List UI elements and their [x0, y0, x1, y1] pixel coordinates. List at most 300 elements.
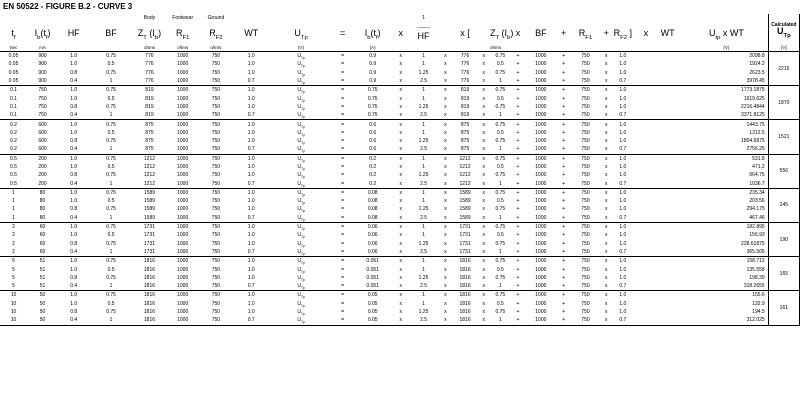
cell-rf1b: 1000 — [535, 224, 547, 231]
header-rf1: $R_{F1}$ — [176, 28, 190, 41]
cell-wt: 1.0 — [247, 95, 255, 102]
cell-utp-wt: 1443.75 — [746, 121, 765, 128]
cell-plus: + — [562, 87, 566, 94]
cell-rf2b: 750 — [571, 316, 600, 325]
table-row — [0, 154, 800, 163]
cell-wt2: 0.7 — [612, 111, 633, 120]
cell-rf2b: 750 — [581, 198, 590, 205]
header-plus2: + — [603, 28, 609, 38]
cell-ib: 200 — [27, 179, 58, 188]
cell-plus: + — [562, 164, 566, 170]
cell-plus: + — [562, 240, 566, 247]
cell-rf1b: 1000 — [525, 248, 556, 257]
cell-bf2: 1 — [490, 145, 511, 154]
cell-hf: 0.4 — [58, 111, 89, 120]
cell-x: x — [604, 300, 608, 307]
cell-wt2: 1.0 — [619, 138, 627, 145]
cell-rf1b: 1000 — [535, 189, 547, 196]
cell-plus: + — [516, 53, 520, 60]
cell-bf2: 0.75 — [495, 87, 506, 94]
cell-bf: 0.5 — [107, 232, 115, 239]
cell-plus: + — [516, 164, 520, 170]
cell-ib-a: 0.75 — [353, 111, 392, 120]
cell-bf: 0.75 — [106, 87, 116, 94]
cell-hf-inv: 1 — [422, 164, 425, 170]
cell-bf: 1 — [89, 179, 133, 188]
cell-spacer — [633, 129, 685, 137]
formula-one: 1 — [422, 15, 425, 21]
cell-utp-label: $U_{Tp}$ — [297, 274, 305, 282]
table-row — [0, 103, 800, 111]
cell-x: x — [604, 129, 608, 136]
cell-utp-label: $U_{Tp}$ — [297, 164, 305, 171]
cell-rf2b: 750 — [581, 121, 590, 128]
cell-x: x — [444, 121, 447, 128]
cell-plus: + — [511, 282, 526, 291]
cell-ib: 51 — [39, 258, 46, 265]
cell-x: x — [482, 309, 485, 316]
table-row — [0, 120, 800, 129]
cell-bf2: 0.5 — [496, 95, 504, 102]
cell-rf1: 1000 — [177, 121, 189, 128]
cell-hf-inv: 1.25 — [418, 206, 429, 213]
cell-x: x — [604, 309, 608, 316]
cell-x: x — [482, 164, 485, 170]
cell-z2: 1816 — [459, 266, 471, 273]
cell-spacer — [633, 60, 685, 68]
cell-hf-inv: 1.25 — [418, 103, 429, 110]
cell-plus: + — [556, 214, 571, 223]
cell-x: x — [600, 316, 612, 325]
cell-wt: 0.7 — [233, 145, 270, 154]
label-body: Body — [143, 15, 156, 21]
cell-plus: + — [516, 258, 520, 265]
cell-bf: 0.5 — [107, 164, 115, 170]
cell-wt2: 1.0 — [619, 121, 627, 128]
cell-ib: 900 — [38, 61, 47, 68]
cell-rf2b: 750 — [571, 77, 600, 86]
cell-plus: + — [562, 292, 566, 299]
cell-bf2: 0.75 — [495, 155, 506, 162]
cell-plus: + — [556, 77, 571, 86]
cell-x: x — [399, 198, 402, 205]
cell-hf: 1.0 — [70, 224, 78, 231]
cell-rf2: 750 — [211, 300, 221, 307]
cell-x: x — [604, 198, 608, 205]
cell-rf1b: 1000 — [535, 206, 547, 213]
cell-spacer — [633, 231, 685, 239]
cell-hf-inv: 2.5 — [409, 316, 438, 325]
cell-x: x — [392, 282, 409, 291]
cell-hf: 0.4 — [58, 248, 89, 257]
cell-tf: 0.05 — [0, 77, 27, 86]
header-row-top — [0, 14, 800, 22]
cell-utp-label: $U_{Tp}$ — [297, 155, 305, 163]
cell-ib: 200 — [38, 172, 47, 179]
cell-x: x — [478, 179, 490, 188]
cell-wt2: 1.0 — [619, 300, 627, 307]
cell-plus: + — [562, 224, 566, 231]
cell-zt: 1212 — [133, 179, 166, 188]
cell-plus: + — [516, 121, 520, 128]
header-bf: BF — [105, 28, 117, 38]
table-row — [0, 231, 800, 239]
cell-calculated-utp: 2216 — [768, 52, 799, 86]
table-row — [0, 52, 800, 61]
cell-x: x — [604, 103, 608, 110]
cell-z2: 1816 — [459, 300, 471, 307]
cell-eq: = — [341, 61, 345, 68]
cell-x: x — [399, 232, 402, 239]
cell-plus: + — [556, 145, 571, 154]
cell-rf2: 750 — [211, 274, 221, 281]
cell-bf: 0.75 — [106, 206, 116, 213]
cell-ib-a: 0.2 — [369, 164, 377, 170]
cell-ib: 600 — [38, 121, 47, 128]
cell-wt: 1.0 — [247, 172, 255, 179]
cell-hf: 1.0 — [70, 53, 78, 60]
cell-zt: 776 — [145, 69, 154, 76]
cell-rf1: 1000 — [166, 316, 199, 325]
cell-ib-a: 0.75 — [367, 103, 378, 110]
cell-x: x — [438, 145, 453, 154]
cell-rf1b: 1000 — [535, 138, 547, 145]
cell-utp-label: $U_{Tp}$ — [297, 309, 305, 317]
cell-ib: 200 — [38, 164, 47, 170]
cell-z2: 1731 — [459, 232, 471, 239]
cell-bf2: 0.75 — [495, 309, 506, 316]
cell-wt: 0.7 — [233, 179, 270, 188]
cell-plus: + — [516, 155, 520, 162]
table-row — [0, 240, 800, 248]
cell-rf2b: 750 — [581, 274, 590, 281]
cell-spacer — [633, 145, 685, 154]
cell-ib: 750 — [27, 111, 58, 120]
cell-tf: 1 — [12, 206, 15, 213]
cell-bf2: 0.5 — [496, 164, 504, 170]
cell-plus: + — [562, 61, 566, 68]
cell-x: x — [604, 53, 608, 60]
cell-rf1: 1000 — [177, 103, 189, 110]
cell-plus: + — [562, 206, 566, 213]
cell-z2: 1816 — [453, 282, 478, 291]
cell-wt: 1.0 — [247, 292, 255, 299]
cell-wt: 1.0 — [247, 121, 255, 128]
cell-calculated-utp: 190 — [768, 222, 799, 256]
cell-x: x — [604, 274, 608, 281]
cell-rf2b: 750 — [581, 258, 590, 265]
cell-eq: = — [341, 266, 345, 273]
cell-plus: + — [516, 95, 520, 102]
cell-tf: 0.5 — [10, 155, 17, 162]
cell-rf2: 750 — [211, 103, 221, 110]
cell-plus: + — [516, 129, 520, 136]
table-row — [0, 137, 800, 145]
cell-hf: 1.0 — [70, 232, 78, 239]
cell-wt: 0.7 — [233, 111, 270, 120]
cell-z2: 776 — [460, 61, 470, 68]
cell-zt: 1816 — [133, 282, 166, 291]
cell-rf1: 1000 — [166, 214, 199, 223]
cell-hf: 0.8 — [70, 309, 78, 316]
cell-calculated-utp: 245 — [768, 188, 799, 222]
cell-bf2: 0.75 — [495, 121, 506, 128]
cell-x: x — [604, 138, 608, 145]
cell-rf1b: 1000 — [535, 309, 547, 316]
cell-wt2: 1.0 — [619, 164, 627, 170]
cell-x: x — [399, 53, 402, 60]
header-row-formula — [0, 22, 800, 44]
table-row — [0, 60, 800, 68]
cell-tf: 5 — [12, 274, 15, 281]
cell-rf1b: 1000 — [535, 129, 547, 136]
cell-rf2b: 750 — [581, 164, 590, 170]
table-row — [0, 145, 800, 154]
cell-utp-label: $U_{Tp}$ — [297, 103, 305, 111]
cell-hf-inv: 2.5 — [409, 248, 438, 257]
cell-tf: 1 — [0, 214, 27, 223]
cell-eq: = — [341, 138, 345, 145]
cell-ib: 50 — [39, 300, 46, 307]
cell-rf1: 1000 — [177, 300, 189, 307]
cell-tf: 10 — [0, 316, 27, 325]
cell-eq: = — [341, 172, 345, 179]
cell-utp-wt: 664.75 — [749, 172, 765, 179]
cell-ib: 60 — [27, 248, 58, 257]
cell-utp-wt: 132.9 — [752, 300, 765, 307]
cell-hf: 0.4 — [58, 214, 89, 223]
cell-rf2: 750 — [199, 214, 232, 223]
cell-x: x — [482, 129, 485, 136]
cell-ib: 80 — [39, 189, 46, 196]
cell-hf-inv: 1 — [422, 189, 425, 196]
cell-spacer — [633, 69, 685, 77]
cell-zt: 1731 — [143, 232, 156, 239]
cell-bf: 0.75 — [106, 69, 116, 76]
cell-rf2b: 750 — [571, 282, 600, 291]
cell-calculated-utp: 1521 — [768, 120, 799, 154]
cell-x: x — [392, 248, 409, 257]
cell-bf: 0.75 — [106, 309, 116, 316]
cell-rf1b: 1000 — [535, 240, 547, 247]
header-hf: HF — [67, 28, 80, 38]
cell-z2: 819 — [453, 111, 478, 120]
cell-ib: 750 — [38, 103, 47, 110]
cell-zt: 1212 — [143, 172, 156, 179]
cell-ib-a: 0.75 — [367, 95, 378, 102]
cell-tf: 0.1 — [10, 103, 17, 110]
cell-bf2: 0.5 — [496, 300, 504, 307]
cell-tf: 5 — [12, 258, 15, 265]
cell-utp-wt: 1804.6875 — [741, 138, 765, 145]
cell-wt: 1.0 — [247, 155, 255, 162]
cell-utp-label: $U_{Tp}$ — [270, 248, 332, 257]
cell-ib-a: 0.75 — [367, 87, 378, 94]
cell-x: x — [604, 172, 608, 179]
cell-plus: + — [556, 282, 571, 291]
cell-x: x — [399, 172, 402, 179]
table-row — [0, 300, 800, 308]
cell-zt: 1731 — [143, 224, 156, 231]
cell-rf1b: 1000 — [535, 87, 547, 94]
cell-wt: 1.0 — [247, 69, 255, 76]
cell-spacer — [633, 282, 685, 291]
cell-rf2b: 750 — [581, 266, 590, 273]
cell-x: x — [482, 95, 485, 102]
cell-rf2b: 750 — [581, 300, 590, 307]
cell-tf: 2 — [12, 224, 15, 231]
cell-bf2: 1 — [490, 214, 511, 223]
cell-x: x — [478, 214, 490, 223]
cell-x: x — [600, 145, 612, 154]
cell-wt2: 0.7 — [612, 248, 633, 257]
cell-bf: 0.75 — [106, 103, 116, 110]
header-x2: x — [515, 28, 521, 38]
cell-eq: = — [341, 103, 345, 110]
cell-z2: 776 — [453, 77, 478, 86]
cell-plus: + — [562, 198, 566, 205]
cell-eq: = — [332, 77, 353, 86]
cell-spacer — [633, 77, 685, 86]
cell-bf: 0.75 — [106, 258, 116, 265]
table-row — [0, 171, 800, 179]
cell-bf: 0.5 — [107, 129, 115, 136]
cell-utp-wt: 198.39 — [749, 274, 765, 281]
cell-hf-inv: 2.5 — [409, 77, 438, 86]
cell-x: x — [399, 103, 402, 110]
cell-eq: = — [332, 214, 353, 223]
cell-rf2b: 750 — [581, 138, 590, 145]
cell-x: x — [444, 69, 447, 76]
cell-plus: + — [516, 189, 520, 196]
cell-utp-wt: 203.56 — [749, 198, 765, 205]
cell-plus: + — [511, 214, 526, 223]
cell-x: x — [438, 214, 453, 223]
cell-hf: 1.0 — [70, 189, 78, 196]
cell-plus: + — [511, 179, 526, 188]
cell-wt2: 1.0 — [619, 292, 627, 299]
cell-utp-label: $U_{Tp}$ — [297, 198, 305, 206]
cell-utp-wt: 467.46 — [685, 214, 768, 223]
cell-eq: = — [341, 129, 345, 136]
cell-utp-wt: 156.93 — [749, 232, 765, 239]
cell-x: x — [444, 224, 447, 231]
cell-tf: 0.5 — [10, 172, 17, 179]
cell-x: x — [399, 240, 402, 247]
cell-x: x — [399, 266, 402, 273]
cell-rf1: 1000 — [166, 145, 199, 154]
cell-plus: + — [511, 316, 526, 325]
cell-plus: + — [511, 111, 526, 120]
table-row — [0, 94, 800, 102]
cell-x: x — [604, 224, 608, 231]
cell-spacer — [633, 197, 685, 205]
cell-spacer — [633, 171, 685, 179]
cell-rf2b: 750 — [581, 103, 590, 110]
cell-ib-a: 0.2 — [353, 179, 392, 188]
cell-hf-inv: 1.25 — [418, 274, 429, 281]
cell-x: x — [482, 258, 485, 265]
cell-wt: 0.7 — [233, 248, 270, 257]
table-row — [0, 257, 800, 266]
cell-bf2: 0.75 — [495, 240, 506, 247]
cell-wt2: 1.0 — [619, 189, 627, 196]
cell-x: x — [392, 145, 409, 154]
cell-z2: 1816 — [459, 258, 471, 265]
cell-rf2b: 750 — [581, 53, 590, 60]
cell-x: x — [438, 179, 453, 188]
header-bf2: BF — [535, 28, 547, 38]
cell-rf2b: 750 — [581, 172, 590, 179]
cell-rf2b: 750 — [581, 232, 590, 239]
cell-tf: 0.2 — [0, 145, 27, 154]
cell-rf1b: 1000 — [535, 121, 547, 128]
cell-utp-wt: 1036.7 — [685, 179, 768, 188]
cell-hf-inv: 1.25 — [418, 309, 429, 316]
cell-spacer — [633, 120, 685, 129]
cell-hf-inv: 1 — [422, 300, 425, 307]
cell-x: x — [444, 266, 447, 273]
cell-eq: = — [341, 224, 345, 231]
cell-x: x — [399, 121, 402, 128]
cell-utp-label: $U_{Tp}$ — [297, 258, 305, 266]
cell-x: x — [444, 129, 447, 136]
cell-rf2b: 750 — [581, 61, 590, 68]
cell-x: x — [444, 292, 447, 299]
cell-tf: 10 — [10, 292, 17, 299]
cell-rf1: 1000 — [177, 172, 189, 179]
cell-rf2: 750 — [211, 232, 221, 239]
cell-x: x — [482, 61, 485, 68]
cell-eq: = — [341, 274, 345, 281]
cell-x: x — [444, 172, 447, 179]
cell-x: x — [482, 172, 485, 179]
cell-eq: = — [341, 164, 345, 170]
cell-plus: + — [516, 61, 520, 68]
cell-x: x — [444, 198, 447, 205]
cell-zt: 1589 — [133, 214, 166, 223]
cell-zt: 875 — [145, 138, 154, 145]
cell-wt2: 0.7 — [612, 145, 633, 154]
cell-plus: + — [562, 103, 566, 110]
cell-ib-a: 0.051 — [366, 274, 379, 281]
cell-bf: 1 — [89, 77, 133, 86]
cell-wt2: 1.0 — [619, 309, 627, 316]
cell-x: x — [600, 179, 612, 188]
cell-x: x — [604, 69, 608, 76]
cell-utp-wt: 294.175 — [746, 206, 765, 213]
cell-rf2: 750 — [199, 248, 232, 257]
cell-rf1b: 1000 — [525, 316, 556, 325]
cell-bf: 0.5 — [107, 95, 115, 102]
cell-eq: = — [332, 316, 353, 325]
cell-wt: 1.0 — [247, 300, 255, 307]
cell-z2: 875 — [460, 121, 470, 128]
cell-bf2: 0.5 — [496, 232, 504, 239]
cell-utp-wt: 312.025 — [685, 316, 768, 325]
cell-wt2: 1.0 — [619, 258, 627, 265]
cell-utp-wt: 2756.25 — [685, 145, 768, 154]
cell-x: x — [444, 87, 447, 94]
cell-z2: 819 — [460, 103, 470, 110]
cell-tf: 0.1 — [0, 111, 27, 120]
cell-rf1b: 1000 — [525, 282, 556, 291]
cell-tf: 0.05 — [8, 61, 19, 68]
cell-wt2: 0.7 — [612, 214, 633, 223]
cell-rf1b: 1000 — [525, 214, 556, 223]
cell-wt: 1.0 — [247, 240, 255, 247]
table-row — [0, 274, 800, 282]
